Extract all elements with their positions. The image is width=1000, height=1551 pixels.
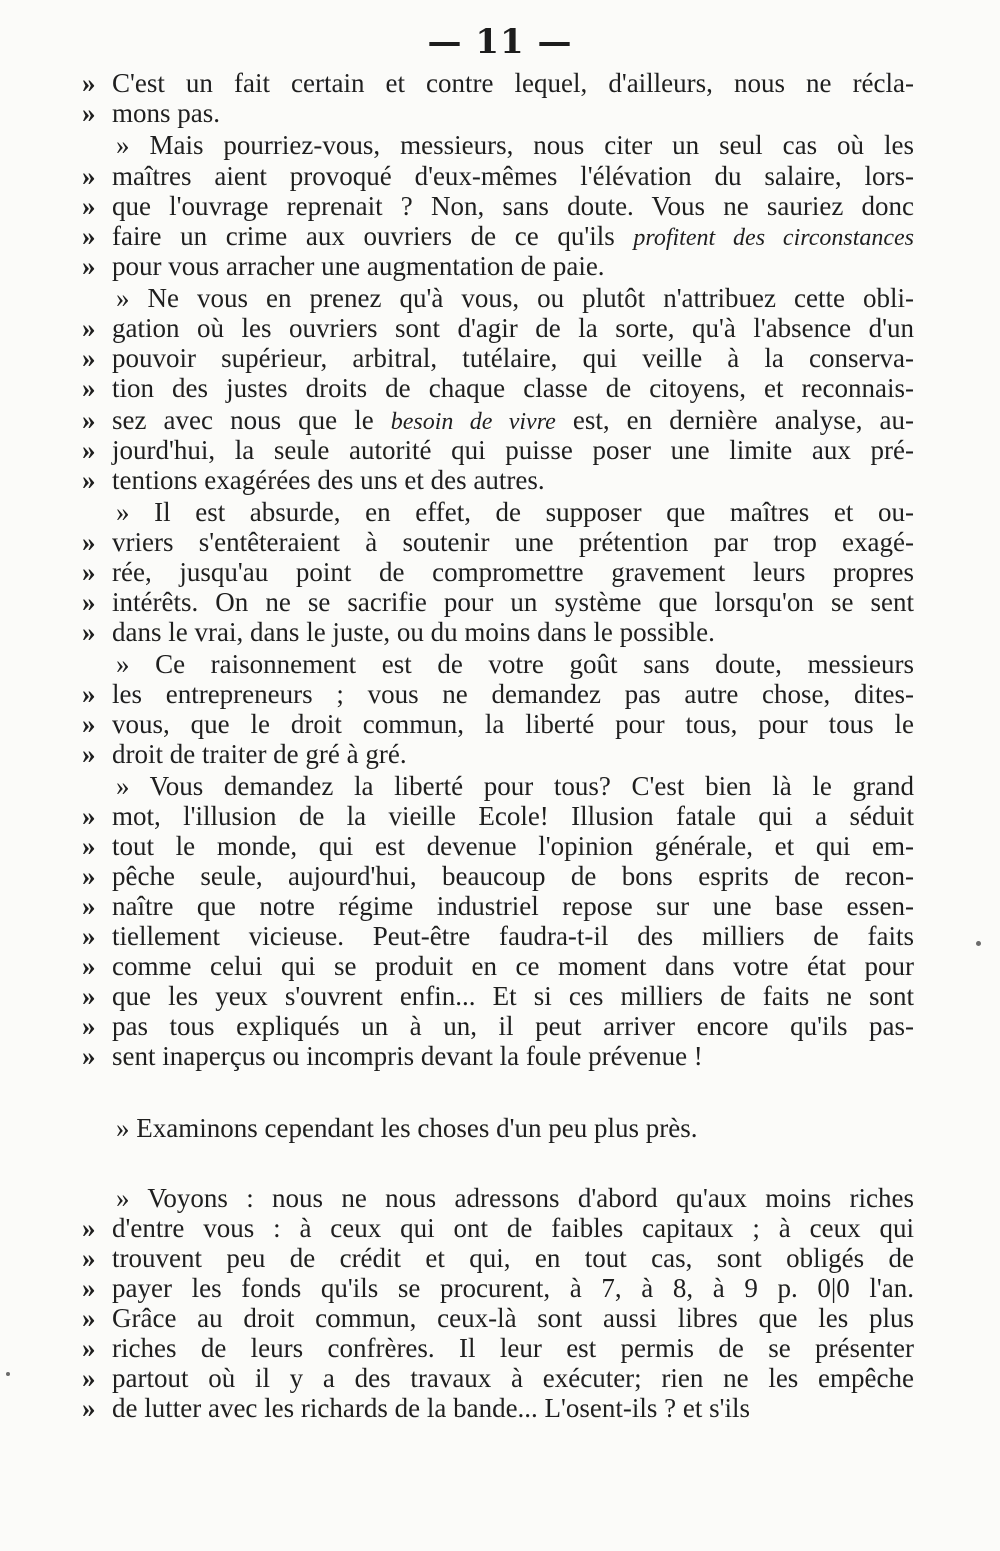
line-text: C'est un fait certain et contre lequel, d'ailleurs, nous ne récla- (112, 68, 914, 98)
text-line (82, 831, 914, 861)
text-line (82, 98, 914, 128)
line-text: sent inaperçus ou incompris devant la foule prévenue ! (112, 1041, 703, 1071)
quote-marker: » (82, 1303, 96, 1333)
quote-marker: » (82, 1243, 96, 1273)
print-speck (6, 1372, 10, 1376)
quote-marker: » (82, 527, 96, 557)
line-text: que les yeux s'ouvrent enfin... Et si ces milliers de faits ne sont (112, 981, 914, 1011)
line-text: dans le vrai, dans le juste, ou du moins dans le possible. (112, 617, 715, 647)
quote-marker: » (82, 405, 96, 435)
line-text: pouvoir supérieur, arbitral, tutélaire, qui veille à la conserva- (112, 343, 914, 373)
text-line (82, 497, 914, 527)
text-line (82, 221, 914, 251)
line-text: » Voyons : nous ne nous adressons d'abord qu'aux moins riches (116, 1183, 914, 1213)
text-line (82, 1041, 914, 1071)
line-text: les entrepreneurs ; vous ne demandez pas autre chose, dites- (112, 679, 914, 709)
line-text: sez avec nous que le (112, 405, 391, 435)
quote-marker: » (82, 587, 96, 617)
text-line (82, 649, 914, 679)
quote-marker: » (82, 1213, 96, 1243)
text-line (82, 617, 914, 647)
quote-marker: » (82, 221, 96, 251)
line-text: maîtres aient provoqué d'eux-mêmes l'élévation du salaire, lors- (112, 161, 914, 191)
line-text: vriers s'entêteraient à soutenir une prétention par trop exagé- (112, 527, 914, 557)
line-text: naître que notre régime industriel repose sur une base essen- (112, 891, 914, 921)
text-line (82, 68, 914, 98)
text-line (82, 435, 914, 465)
quote-marker: » (82, 1011, 96, 1041)
text-line (82, 861, 914, 891)
line-text: riches de leurs confrères. Il leur est permis de se présenter (112, 1333, 914, 1363)
quote-marker: » (82, 679, 96, 709)
italic-phrase: besoin de vivre (390, 409, 556, 435)
line-text: de lutter avec les richards de la bande... L'osent-ils ? et s'ils (112, 1393, 751, 1423)
quote-marker: » (82, 739, 96, 769)
text-line (82, 527, 914, 557)
quote-marker: » (82, 861, 96, 891)
text-line (82, 1243, 914, 1273)
line-text: mot, l'illusion de la vieille Ecole! Illusion fatale qui a séduit (112, 801, 914, 831)
line-text: pas tous expliqués un à un, il peut arriver encore qu'ils pas- (112, 1011, 914, 1041)
quote-marker: » (82, 313, 96, 343)
text-line (82, 739, 914, 769)
line-text: gation où les ouvriers sont d'agir de la sorte, qu'à l'absence d'un (112, 313, 914, 343)
quote-marker: » (82, 709, 96, 739)
line-text: » Mais pourriez-vous, messieurs, nous citer un seul cas où les (116, 130, 914, 160)
quote-marker: » (82, 1273, 96, 1303)
quote-marker: » (82, 1041, 96, 1071)
quote-marker: » (82, 891, 96, 921)
quote-marker: » (82, 161, 96, 191)
text-line (82, 771, 914, 801)
line-text: » Vous demandez la liberté pour tous? C'est bien là le grand (116, 771, 914, 801)
text-line (82, 679, 914, 709)
quote-marker: » (82, 191, 96, 221)
text-line (82, 1011, 914, 1041)
text-line (82, 1303, 914, 1333)
quote-marker: » (82, 1393, 96, 1423)
italic-phrase: profitent des circonstances (633, 225, 915, 251)
text-line (82, 161, 914, 191)
print-speck (976, 941, 981, 946)
line-text: comme celui qui se produit en ce moment dans votre état pour (112, 951, 914, 981)
line-text: jourd'hui, la seule autorité qui puisse poser une limite aux pré- (112, 435, 914, 465)
line-text: tion des justes droits de chaque classe de citoyens, et reconnais- (112, 373, 914, 403)
line-text: intérêts. On ne se sacrifie pour un système que lorsqu'on se sent (112, 587, 914, 617)
text-line (82, 373, 914, 403)
line-text: tiellement vicieuse. Peut-être faudra-t-il des milliers de faits (112, 921, 914, 951)
text-line (82, 283, 914, 313)
line-text: tout le monde, qui est devenue l'opinion générale, et qui em- (112, 831, 914, 861)
text-line (82, 1393, 914, 1423)
quote-marker: » (82, 435, 96, 465)
quote-marker: » (82, 981, 96, 1011)
quote-marker: » (82, 801, 96, 831)
line-text: vous, que le droit commun, la liberté pour tous, pour tous le (112, 709, 914, 739)
page-number: — 11 — (427, 22, 573, 62)
text-line (82, 921, 914, 951)
text-line (82, 1213, 914, 1243)
text-line (82, 801, 914, 831)
quote-marker: » (82, 617, 96, 647)
line-text: trouvent peu de crédit et qui, en tout cas, sont obligés de (112, 1243, 914, 1273)
line-text: pour vous arracher une augmentation de paie. (112, 251, 605, 281)
text-line (82, 313, 914, 343)
line-text: » Ne vous en prenez qu'à vous, ou plutôt n'attribuez cette obli- (116, 283, 914, 313)
line-text: » Il est absurde, en effet, de supposer que maîtres et ou- (116, 497, 914, 527)
line-text: payer les fonds qu'ils se procurent, à 7, à 8, à 9 p. 0|0 l'an. (112, 1273, 914, 1303)
text-line (82, 1113, 914, 1143)
quote-marker: » (82, 951, 96, 981)
quote-marker: » (82, 98, 96, 128)
line-text: droit de traiter de gré à gré. (112, 739, 407, 769)
line-text: rée, jusqu'au point de compromettre gravement leurs propres (112, 557, 914, 587)
text-line (82, 981, 914, 1011)
text-line (82, 709, 914, 739)
text-line (82, 1363, 914, 1393)
text-line (82, 130, 914, 160)
text-line (82, 557, 914, 587)
text-line (82, 191, 914, 221)
quote-marker: » (82, 465, 96, 495)
line-text: » Ce raisonnement est de votre goût sans doute, messieurs (116, 649, 914, 679)
text-line (82, 891, 914, 921)
line-text: » Examinons cependant les choses d'un peu plus près. (116, 1113, 698, 1143)
line-text: que l'ouvrage reprenait ? Non, sans doute. Vous ne sauriez donc (112, 191, 914, 221)
line-text: tentions exagérées des uns et des autres. (112, 465, 545, 495)
quote-marker: » (82, 921, 96, 951)
text-line (82, 1273, 914, 1303)
quote-marker: » (82, 1333, 96, 1363)
line-text: Grâce au droit commun, ceux-là sont aussi libres que les plus (112, 1303, 914, 1333)
quote-marker: » (82, 557, 96, 587)
quote-marker: » (82, 343, 96, 373)
quote-marker: » (82, 1363, 96, 1393)
line-text: pêche seule, aujourd'hui, beaucoup de bons esprits de recon- (112, 861, 914, 891)
line-text-after: est, en dernière analyse, au- (555, 405, 914, 435)
text-line (82, 1333, 914, 1363)
text-line (82, 587, 914, 617)
line-text: partout où il y a des travaux à exécuter; rien ne les empêche (112, 1363, 914, 1393)
text-line (82, 343, 914, 373)
text-line (82, 465, 914, 495)
quote-marker: » (82, 68, 96, 98)
text-line (82, 951, 914, 981)
text-line (82, 1183, 914, 1213)
quote-marker: » (82, 373, 96, 403)
text-line (82, 251, 914, 281)
line-text: d'entre vous : à ceux qui ont de faibles capitaux ; à ceux qui (112, 1213, 914, 1243)
text-line (82, 405, 914, 435)
quote-marker: » (82, 251, 96, 281)
line-text: mons pas. (112, 98, 220, 128)
quote-marker: » (82, 831, 96, 861)
line-text: faire un crime aux ouvriers de ce qu'ils (112, 221, 634, 251)
